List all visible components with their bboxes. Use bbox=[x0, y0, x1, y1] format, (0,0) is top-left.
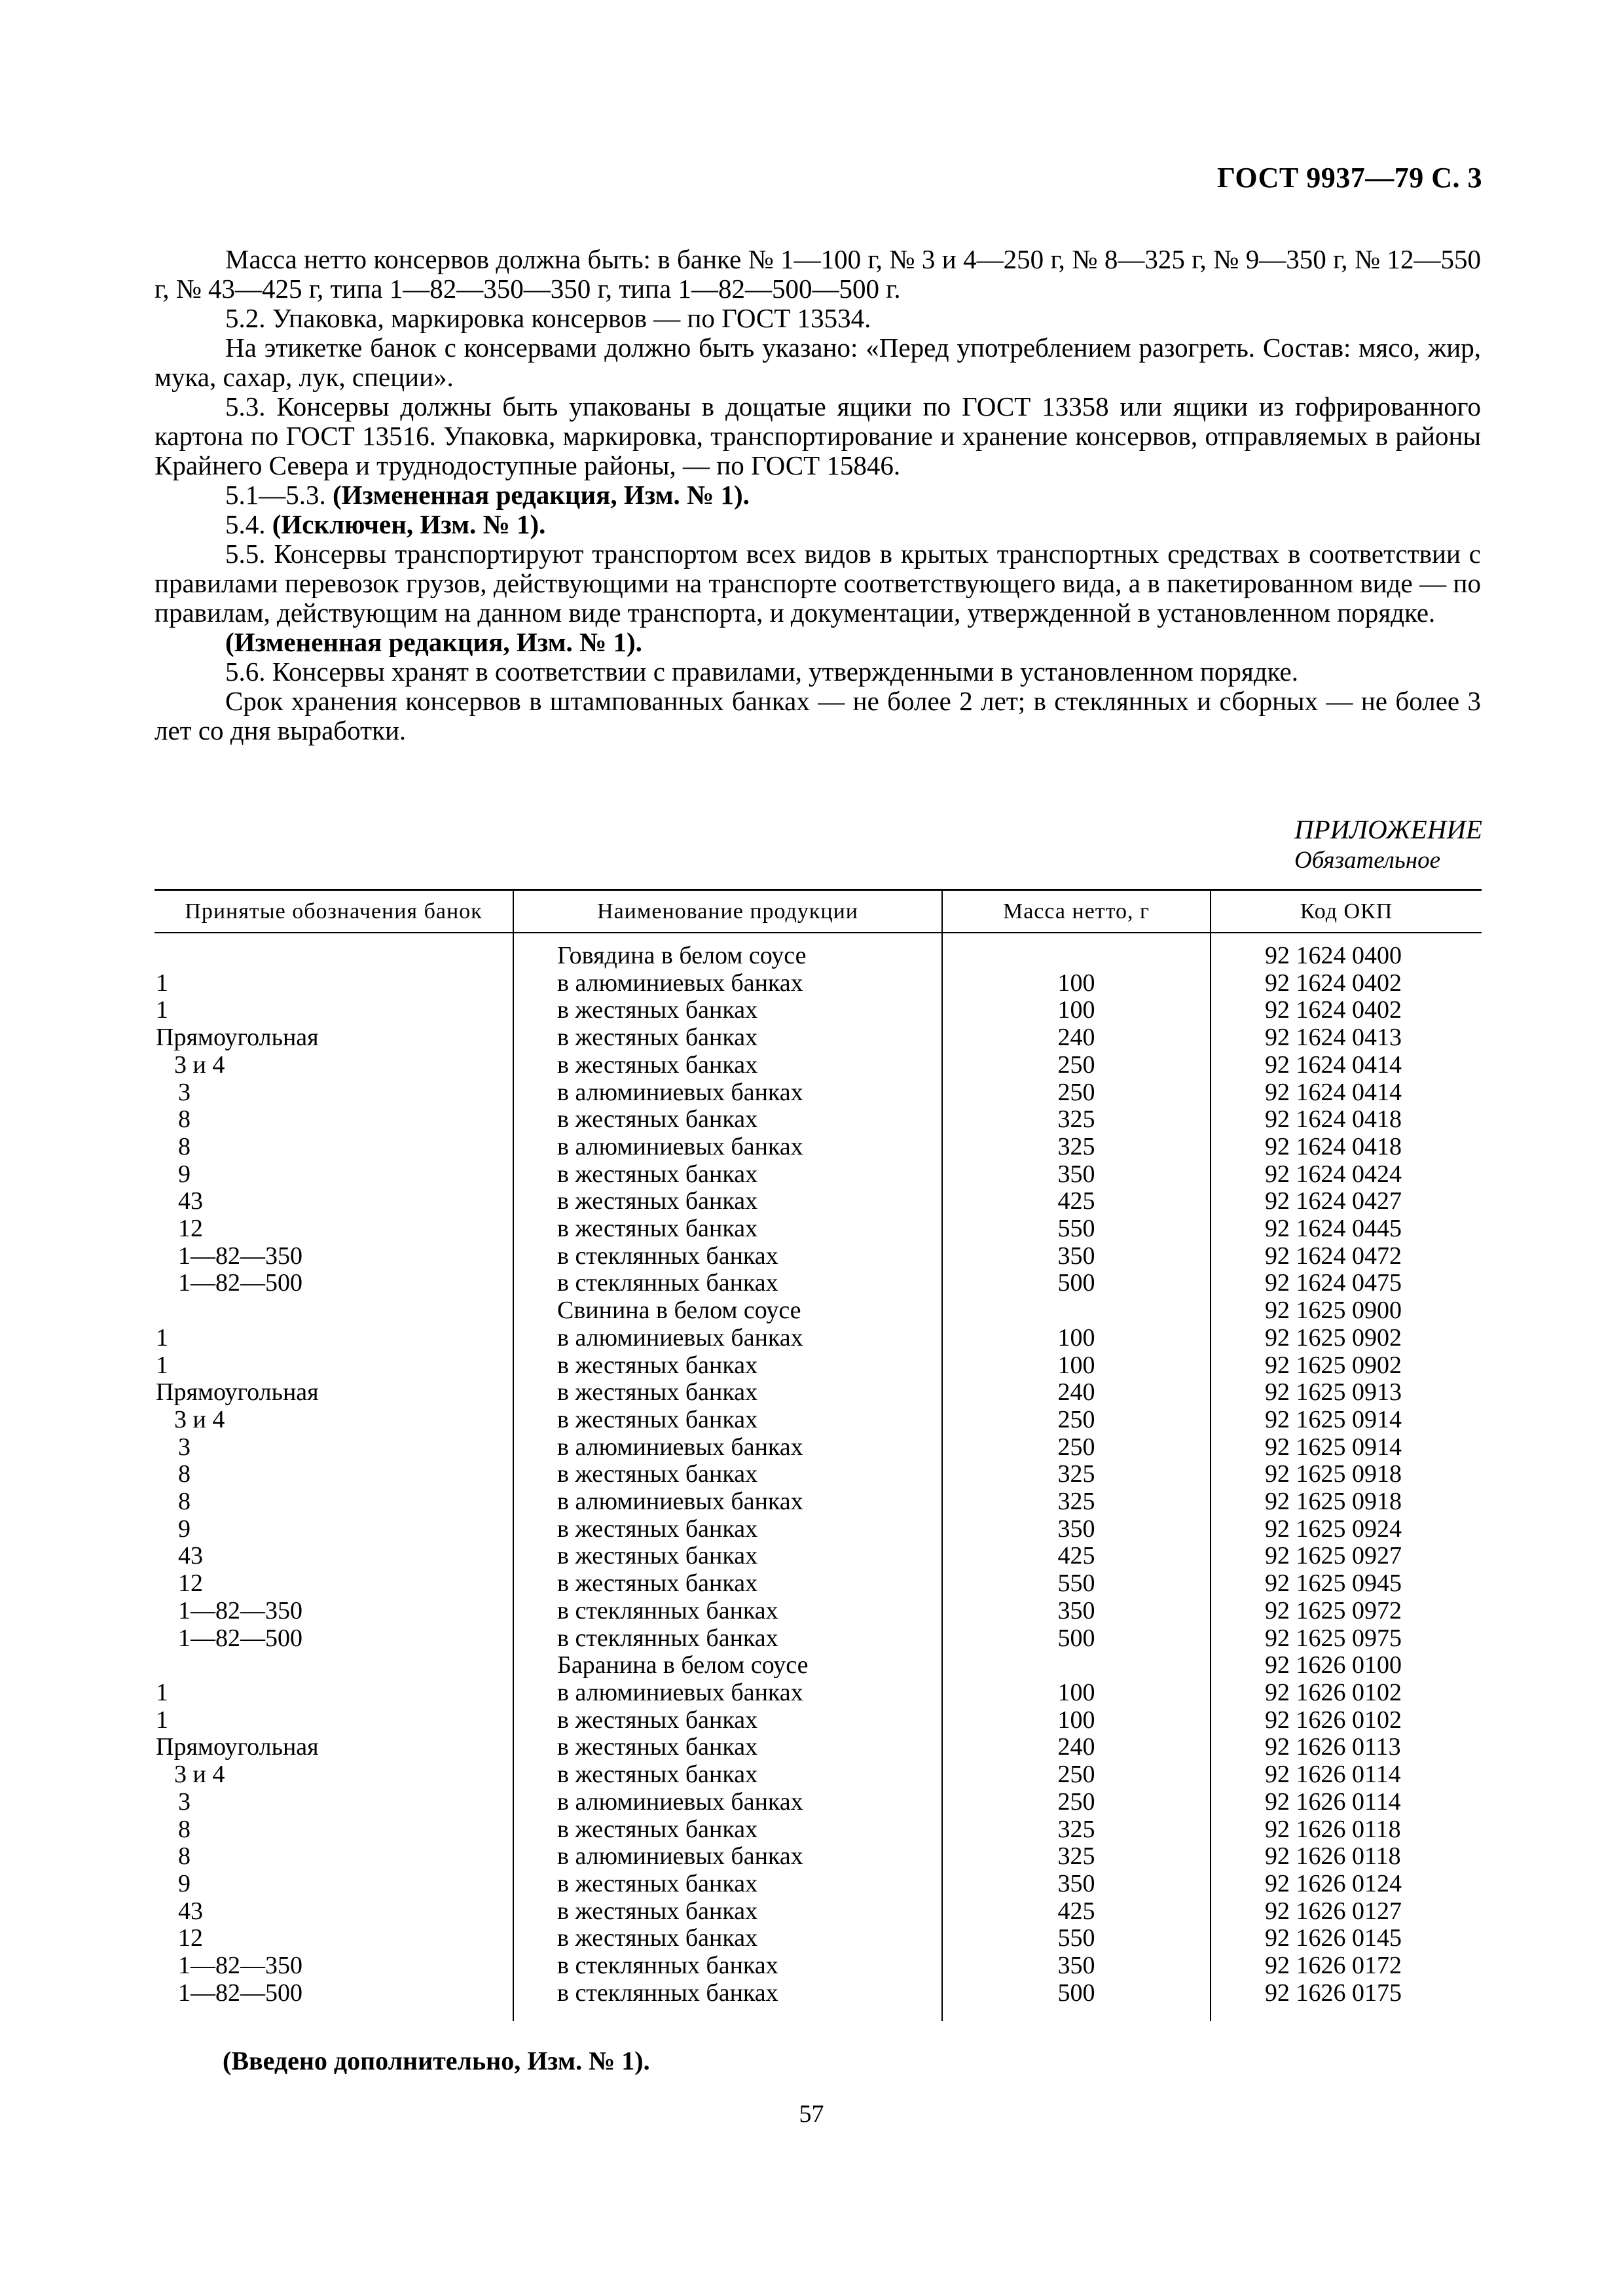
cell-can-designation: 8 bbox=[178, 1460, 191, 1488]
cell-can-designation: 3 bbox=[178, 1433, 191, 1461]
cell-can-designation: 1—82—350 bbox=[178, 1596, 302, 1624]
cell-can-designation: 8 bbox=[178, 1132, 191, 1160]
paragraph-text: 5.3. Консервы должны быть упакованы в дощатые ящики по ГОСТ 13358 или ящики из гофрированного картона по ГОСТ 13516. Упаковка, маркировка, транспортирование и хранение консервов, отправляемых в районы Крайнего Севера и труднодоступные районы, — по ГОСТ 15846. bbox=[155, 391, 1481, 480]
cell-can-designation: 1 bbox=[156, 1706, 168, 1734]
cell-net-mass: 350 bbox=[942, 1516, 1211, 1543]
appendix-heading bbox=[1294, 814, 1482, 876]
amendment-note: (Исключен, Изм. № 1). bbox=[272, 509, 546, 539]
cell-product-name: в жестяных банках bbox=[513, 1570, 942, 1598]
cell-net-mass: 325 bbox=[942, 1134, 1211, 1161]
cell-okp-code: 92 1624 0400 bbox=[1211, 933, 1482, 970]
body-text bbox=[155, 245, 1481, 745]
cell-product-name: в жестяных банках bbox=[513, 1816, 942, 1844]
paragraph bbox=[155, 687, 1481, 745]
paragraph bbox=[155, 657, 1481, 687]
table-row bbox=[155, 1598, 1482, 1625]
cell-okp-code: 92 1625 0927 bbox=[1211, 1543, 1482, 1570]
cell-net-mass: 425 bbox=[942, 1188, 1211, 1215]
cell-product-name: в жестяных банках bbox=[513, 1925, 942, 1952]
cell-product-name: в алюминиевых банках bbox=[513, 1434, 942, 1462]
cell-product-name: в жестяных банках bbox=[513, 997, 942, 1024]
cell-okp-code: 92 1625 0902 bbox=[1211, 1325, 1482, 1352]
amendment-note: (Измененная редакция, Изм. № 1). bbox=[225, 627, 642, 657]
cell-can-designation: 8 bbox=[178, 1842, 191, 1871]
cell-can-designation: 12 bbox=[178, 1215, 203, 1243]
cell-product-name: в алюминиевых банках bbox=[513, 970, 942, 997]
cell-net-mass: 100 bbox=[942, 970, 1211, 997]
table-row bbox=[155, 1461, 1482, 1488]
table-row bbox=[155, 1925, 1482, 1952]
cell-product-name: в алюминиевых банках bbox=[513, 1679, 942, 1707]
cell-can-designation: 1 bbox=[156, 996, 168, 1024]
cell-net-mass: 425 bbox=[942, 1543, 1211, 1570]
cell-net-mass: 100 bbox=[942, 997, 1211, 1024]
cell-can-designation: 1 bbox=[156, 1351, 168, 1379]
cell-can-designation: 1—82—350 bbox=[178, 1952, 302, 1980]
table-row bbox=[155, 1243, 1482, 1270]
table-row bbox=[155, 1570, 1482, 1598]
cell-can-designation: 1—82—500 bbox=[178, 1269, 302, 1297]
table-row bbox=[155, 1516, 1482, 1543]
table-row bbox=[155, 1352, 1482, 1380]
paragraph bbox=[155, 539, 1481, 628]
cell-net-mass: 100 bbox=[942, 1352, 1211, 1380]
cell-net-mass: 550 bbox=[942, 1570, 1211, 1598]
cell-product-name: в стеклянных банках bbox=[513, 1980, 942, 2022]
cell-net-mass: 250 bbox=[942, 1079, 1211, 1107]
cell-okp-code: 92 1626 0102 bbox=[1211, 1707, 1482, 1734]
cell-can-designation: 43 bbox=[178, 1542, 203, 1570]
cell-okp-code: 92 1626 0102 bbox=[1211, 1679, 1482, 1707]
cell-product-name: в алюминиевых банках bbox=[513, 1843, 942, 1871]
cell-product-name: в алюминиевых банках bbox=[513, 1134, 942, 1161]
cell-can-designation: 3 bbox=[178, 1078, 191, 1106]
cell-okp-code: 92 1626 0118 bbox=[1211, 1816, 1482, 1844]
cell-net-mass: 240 bbox=[942, 1379, 1211, 1407]
cell-net-mass bbox=[942, 1652, 1211, 1679]
cell-okp-code: 92 1626 0118 bbox=[1211, 1843, 1482, 1871]
table-row bbox=[155, 1270, 1482, 1297]
cell-can-designation: 1 bbox=[156, 1323, 168, 1352]
cell-okp-code: 92 1625 0972 bbox=[1211, 1598, 1482, 1625]
table-row bbox=[155, 1789, 1482, 1816]
cell-net-mass: 325 bbox=[942, 1461, 1211, 1488]
table-row bbox=[155, 1134, 1482, 1161]
appendix-subtitle: Обязательное bbox=[1294, 847, 1440, 874]
cell-product-name: в жестяных банках bbox=[513, 1516, 942, 1543]
cell-okp-code: 92 1624 0418 bbox=[1211, 1134, 1482, 1161]
header-can-designation: Принятые обозначения банок bbox=[155, 890, 513, 933]
appendix-title: ПРИЛОЖЕНИЕ bbox=[1294, 814, 1482, 844]
cell-product-name: Говядина в белом соусе bbox=[513, 933, 942, 970]
cell-product-name: Свинина в белом соусе bbox=[513, 1297, 942, 1325]
cell-okp-code: 92 1624 0427 bbox=[1211, 1188, 1482, 1215]
header-product-name: Наименование продукции bbox=[513, 890, 942, 933]
paragraph-text: 5.5. Консервы транспортируют транспортом всех видов в крытых транспортных средствах в соответствии с правилами перевозок грузов, действующими на транспорте соответствующего вида, а в пакетированном виде — по правилам, действующим на данном виде транспорта, и документации, утвержденной в установленном порядке. bbox=[155, 539, 1481, 628]
cell-okp-code: 92 1624 0424 bbox=[1211, 1161, 1482, 1189]
table-row bbox=[155, 1079, 1482, 1107]
cell-okp-code: 92 1624 0414 bbox=[1211, 1079, 1482, 1107]
cell-product-name: в жестяных банках bbox=[513, 1188, 942, 1215]
cell-okp-code: 92 1625 0918 bbox=[1211, 1488, 1482, 1516]
cell-product-name: в жестяных банках bbox=[513, 1707, 942, 1734]
cell-net-mass: 350 bbox=[942, 1952, 1211, 1980]
cell-can-designation: Прямоугольная bbox=[156, 1024, 319, 1052]
cell-can-designation: Прямоугольная bbox=[156, 1378, 319, 1407]
cell-okp-code: 92 1626 0113 bbox=[1211, 1734, 1482, 1761]
cell-product-name: в жестяных банках bbox=[513, 1898, 942, 1926]
cell-okp-code: 92 1624 0402 bbox=[1211, 997, 1482, 1024]
cell-can-designation bbox=[155, 933, 513, 970]
cell-product-name: в стеклянных банках bbox=[513, 1243, 942, 1270]
cell-product-name: в жестяных банках bbox=[513, 1352, 942, 1380]
cell-okp-code: 92 1625 0924 bbox=[1211, 1516, 1482, 1543]
cell-can-designation: 3 и 4 bbox=[174, 1050, 225, 1079]
paragraph-text: 5.2. Упаковка, маркировка консервов — по ГОСТ 13534. bbox=[225, 303, 871, 333]
table-row bbox=[155, 1652, 1482, 1679]
cell-okp-code: 92 1626 0172 bbox=[1211, 1952, 1482, 1980]
cell-okp-code: 92 1626 0124 bbox=[1211, 1871, 1482, 1898]
cell-can-designation: 8 bbox=[178, 1815, 191, 1843]
cell-can-designation: 9 bbox=[178, 1515, 191, 1543]
table-row bbox=[155, 1052, 1482, 1079]
cell-okp-code: 92 1626 0127 bbox=[1211, 1898, 1482, 1926]
cell-okp-code: 92 1625 0914 bbox=[1211, 1434, 1482, 1462]
paragraph-text: Срок хранения консервов в штампованных банках — не более 2 лет; в стеклянных и сборных — не более 3 лет со дня выработки. bbox=[155, 686, 1481, 745]
paragraph bbox=[155, 245, 1481, 304]
paragraph bbox=[155, 510, 1481, 539]
table-row bbox=[155, 1816, 1482, 1844]
cell-can-designation: 1—82—500 bbox=[178, 1979, 302, 2007]
paragraph bbox=[155, 480, 1481, 510]
cell-product-name: в жестяных банках bbox=[513, 1407, 942, 1434]
table-row bbox=[155, 1188, 1482, 1215]
cell-net-mass bbox=[942, 1297, 1211, 1325]
amendment-note: (Измененная редакция, Изм. № 1). bbox=[333, 480, 750, 510]
cell-can-designation: 1 bbox=[156, 1678, 168, 1706]
cell-okp-code: 92 1625 0945 bbox=[1211, 1570, 1482, 1598]
cell-product-name: в стеклянных банках bbox=[513, 1598, 942, 1625]
cell-product-name: в жестяных банках bbox=[513, 1461, 942, 1488]
table-row bbox=[155, 970, 1482, 997]
cell-net-mass: 250 bbox=[942, 1789, 1211, 1816]
cell-okp-code: 92 1624 0413 bbox=[1211, 1024, 1482, 1052]
cell-product-name: в алюминиевых банках bbox=[513, 1079, 942, 1107]
cell-okp-code: 92 1625 0900 bbox=[1211, 1297, 1482, 1325]
cell-net-mass: 500 bbox=[942, 1980, 1211, 2022]
cell-net-mass: 500 bbox=[942, 1270, 1211, 1297]
cell-can-designation: 8 bbox=[178, 1488, 191, 1516]
table-row bbox=[155, 1952, 1482, 1980]
cell-can-designation bbox=[155, 1652, 513, 1679]
cell-can-designation: 1—82—350 bbox=[178, 1242, 302, 1270]
cell-product-name: в алюминиевых банках bbox=[513, 1789, 942, 1816]
paragraph-text: Масса нетто консервов должна быть: в банке № 1—100 г, № 3 и 4—250 г, № 8—325 г, № 9—350 г, № 12—550 г, № 43—425 г, типа 1—82—350—350 г, типа 1—82—500—500 г. bbox=[155, 244, 1481, 304]
cell-product-name: в жестяных банках bbox=[513, 1543, 942, 1570]
cell-net-mass: 240 bbox=[942, 1734, 1211, 1761]
cell-product-name: Баранина в белом соусе bbox=[513, 1652, 942, 1679]
cell-net-mass: 350 bbox=[942, 1161, 1211, 1189]
cell-okp-code: 92 1625 0918 bbox=[1211, 1461, 1482, 1488]
cell-okp-code: 92 1626 0145 bbox=[1211, 1925, 1482, 1952]
cell-can-designation: Прямоугольная bbox=[156, 1733, 319, 1761]
cell-net-mass: 325 bbox=[942, 1106, 1211, 1134]
table-row bbox=[155, 1734, 1482, 1761]
cell-net-mass: 100 bbox=[942, 1325, 1211, 1352]
table-row bbox=[155, 1161, 1482, 1189]
cell-product-name: в алюминиевых банках bbox=[513, 1325, 942, 1352]
cell-okp-code: 92 1626 0100 bbox=[1211, 1652, 1482, 1679]
table-row bbox=[155, 1379, 1482, 1407]
cell-net-mass: 350 bbox=[942, 1598, 1211, 1625]
table-row bbox=[155, 1215, 1482, 1243]
cell-net-mass: 350 bbox=[942, 1243, 1211, 1270]
cell-can-designation: 3 и 4 bbox=[174, 1405, 225, 1433]
cell-net-mass: 325 bbox=[942, 1843, 1211, 1871]
cell-can-designation bbox=[155, 1297, 513, 1325]
paragraph-text: 5.1—5.3. bbox=[225, 480, 333, 510]
paragraph bbox=[155, 628, 1481, 657]
table-row bbox=[155, 997, 1482, 1024]
table-row bbox=[155, 1024, 1482, 1052]
table-row bbox=[155, 1898, 1482, 1926]
cell-product-name: в жестяных банках bbox=[513, 1379, 942, 1407]
paragraph bbox=[155, 304, 1481, 333]
table-row bbox=[155, 1980, 1482, 2022]
cell-can-designation: 1 bbox=[156, 969, 168, 997]
table-row bbox=[155, 1325, 1482, 1352]
cell-net-mass: 250 bbox=[942, 1761, 1211, 1789]
table-row bbox=[155, 1106, 1482, 1134]
cell-net-mass: 325 bbox=[942, 1488, 1211, 1516]
cell-net-mass: 250 bbox=[942, 1052, 1211, 1079]
table-row bbox=[155, 1843, 1482, 1871]
cell-net-mass: 550 bbox=[942, 1925, 1211, 1952]
cell-product-name: в алюминиевых банках bbox=[513, 1488, 942, 1516]
cell-can-designation: 1—82—500 bbox=[178, 1624, 302, 1652]
table-header-row bbox=[155, 890, 1482, 933]
cell-can-designation: 9 bbox=[178, 1160, 191, 1188]
cell-okp-code: 92 1624 0472 bbox=[1211, 1243, 1482, 1270]
cell-net-mass bbox=[942, 933, 1211, 970]
cell-product-name: в жестяных банках bbox=[513, 1106, 942, 1134]
cell-product-name: в жестяных банках bbox=[513, 1734, 942, 1761]
paragraph-text: 5.6. Консервы хранят в соответствии с правилами, утвержденными в установленном порядке. bbox=[225, 656, 1298, 687]
table-row bbox=[155, 1407, 1482, 1434]
paragraph-text: На этикетке банок с консервами должно быть указано: «Перед употреблением разогреть. Состав: мясо, жир, мука, сахар, лук, специи». bbox=[155, 332, 1481, 392]
table-row bbox=[155, 933, 1482, 970]
cell-okp-code: 92 1625 0902 bbox=[1211, 1352, 1482, 1380]
table-row bbox=[155, 1488, 1482, 1516]
cell-net-mass: 550 bbox=[942, 1215, 1211, 1243]
cell-okp-code: 92 1625 0914 bbox=[1211, 1407, 1482, 1434]
products-table bbox=[155, 889, 1482, 2021]
cell-net-mass: 350 bbox=[942, 1871, 1211, 1898]
page-header: ГОСТ 9937—79 С. 3 bbox=[1216, 162, 1482, 194]
cell-product-name: в стеклянных банках bbox=[513, 1270, 942, 1297]
cell-product-name: в жестяных банках bbox=[513, 1161, 942, 1189]
cell-can-designation: 43 bbox=[178, 1187, 203, 1215]
footnote: (Введено дополнительно, Изм. № 1). bbox=[223, 2046, 650, 2075]
cell-can-designation: 12 bbox=[178, 1570, 203, 1598]
cell-can-designation: 3 и 4 bbox=[174, 1761, 225, 1789]
cell-okp-code: 92 1626 0175 bbox=[1211, 1980, 1482, 2022]
table-row bbox=[155, 1679, 1482, 1707]
table-body bbox=[155, 933, 1482, 2021]
paragraph bbox=[155, 333, 1481, 392]
cell-can-designation: 3 bbox=[178, 1787, 191, 1816]
table-row bbox=[155, 1297, 1482, 1325]
cell-okp-code: 92 1625 0913 bbox=[1211, 1379, 1482, 1407]
cell-okp-code: 92 1625 0975 bbox=[1211, 1625, 1482, 1653]
cell-okp-code: 92 1624 0414 bbox=[1211, 1052, 1482, 1079]
header-net-mass: Масса нетто, г bbox=[942, 890, 1211, 933]
cell-net-mass: 100 bbox=[942, 1707, 1211, 1734]
cell-product-name: в жестяных банках bbox=[513, 1215, 942, 1243]
cell-can-designation: 43 bbox=[178, 1897, 203, 1925]
cell-can-designation: 9 bbox=[178, 1869, 191, 1897]
cell-product-name: в жестяных банках bbox=[513, 1024, 942, 1052]
cell-net-mass: 250 bbox=[942, 1407, 1211, 1434]
table-row bbox=[155, 1543, 1482, 1570]
cell-product-name: в стеклянных банках bbox=[513, 1625, 942, 1653]
cell-okp-code: 92 1626 0114 bbox=[1211, 1789, 1482, 1816]
paragraph bbox=[155, 392, 1481, 480]
cell-okp-code: 92 1624 0445 bbox=[1211, 1215, 1482, 1243]
page-number: 57 bbox=[799, 2100, 824, 2128]
table-row bbox=[155, 1871, 1482, 1898]
cell-net-mass: 425 bbox=[942, 1898, 1211, 1926]
cell-net-mass: 250 bbox=[942, 1434, 1211, 1462]
cell-okp-code: 92 1624 0402 bbox=[1211, 970, 1482, 997]
cell-net-mass: 325 bbox=[942, 1816, 1211, 1844]
cell-product-name: в жестяных банках bbox=[513, 1871, 942, 1898]
table-row bbox=[155, 1434, 1482, 1462]
cell-okp-code: 92 1626 0114 bbox=[1211, 1761, 1482, 1789]
paragraph-text: 5.4. bbox=[225, 509, 272, 539]
cell-product-name: в жестяных банках bbox=[513, 1052, 942, 1079]
cell-net-mass: 240 bbox=[942, 1024, 1211, 1052]
cell-product-name: в стеклянных банках bbox=[513, 1952, 942, 1980]
table-row bbox=[155, 1625, 1482, 1653]
cell-net-mass: 100 bbox=[942, 1679, 1211, 1707]
header-okp-code: Код ОКП bbox=[1211, 890, 1482, 933]
table-row bbox=[155, 1761, 1482, 1789]
table-row bbox=[155, 1707, 1482, 1734]
cell-net-mass: 500 bbox=[942, 1625, 1211, 1653]
cell-okp-code: 92 1624 0475 bbox=[1211, 1270, 1482, 1297]
cell-can-designation: 8 bbox=[178, 1105, 191, 1134]
cell-product-name: в жестяных банках bbox=[513, 1761, 942, 1789]
cell-can-designation: 12 bbox=[178, 1924, 203, 1952]
cell-okp-code: 92 1624 0418 bbox=[1211, 1106, 1482, 1134]
